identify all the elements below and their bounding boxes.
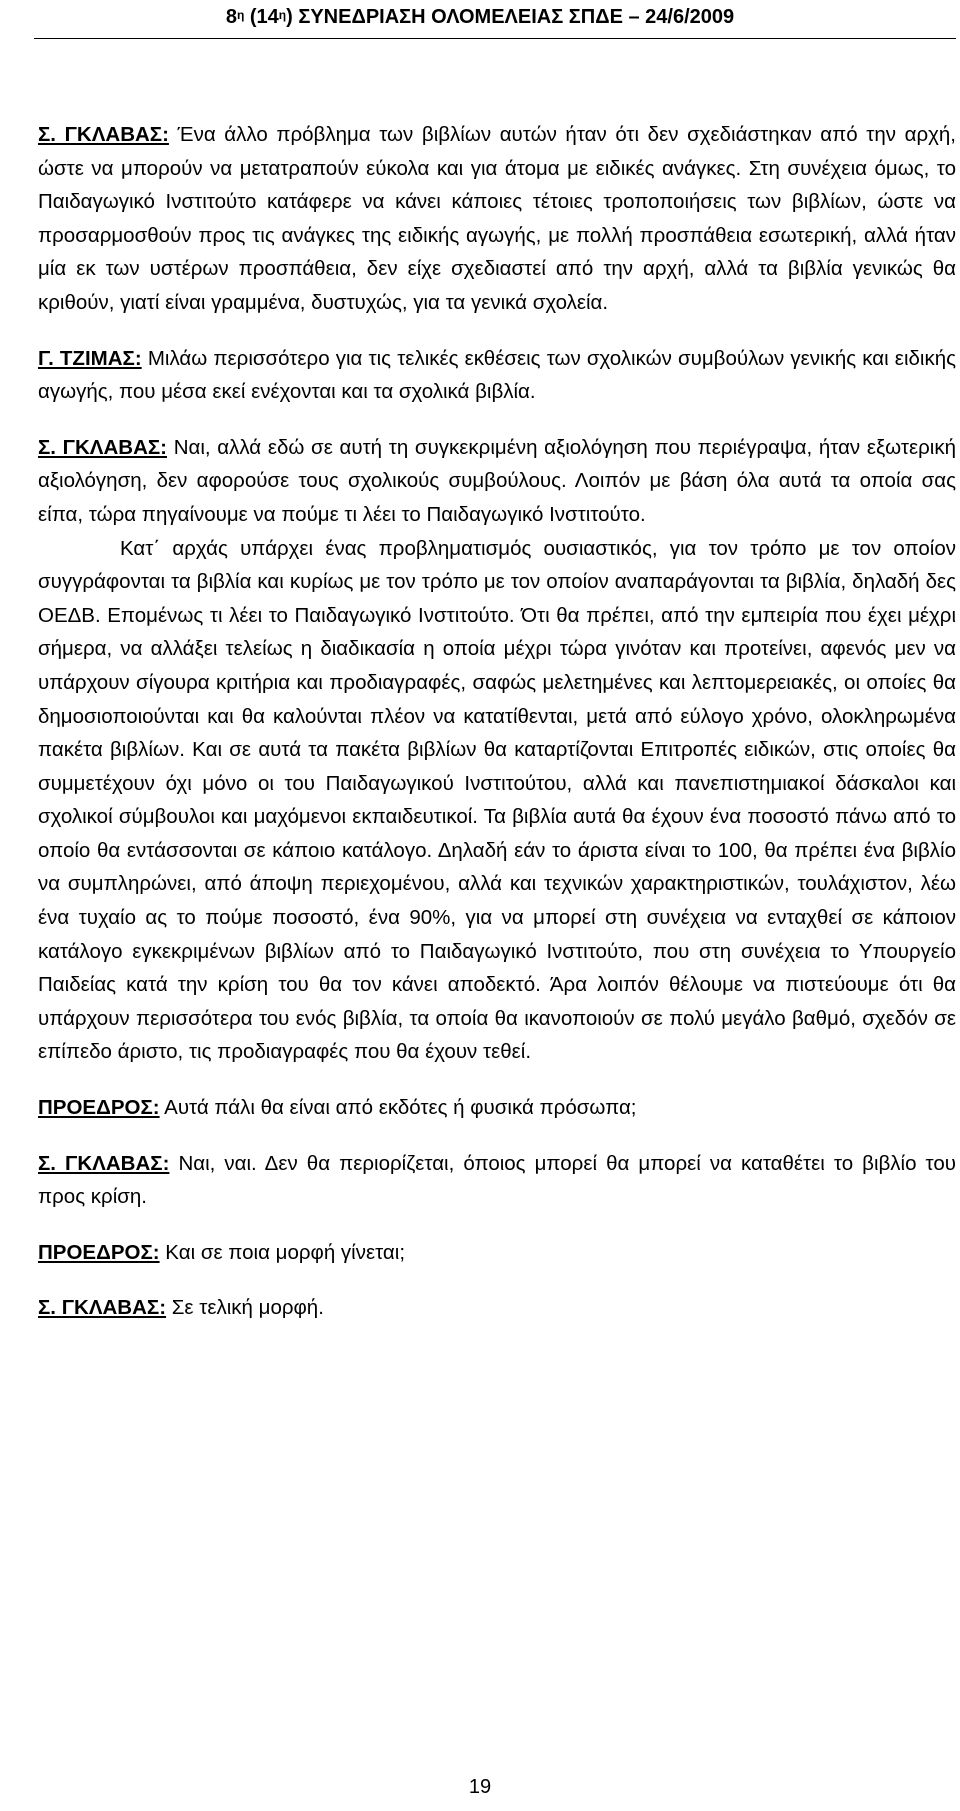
- transcript-body: [38, 118, 956, 1347]
- speaker-name: ΠΡΟΕΔΡΟΣ:: [38, 1240, 160, 1264]
- transcript-paragraph: [38, 1236, 956, 1270]
- speaker-name: Σ. ΓΚΛΑΒΑΣ:: [38, 1296, 167, 1320]
- speech-text: Κατ΄ αρχάς υπάρχει ένας προβληματισμός ουσιαστικός, για τον τρόπο με τον οποίον συγγράφονται τα βιβλία και κυρίως με τον τρόπο με τον οποίον αναπαράγονται τα βιβλία, δηλαδή δες ΟΕΔΒ. Επομένως τι λέει το Παιδαγωγικό Ινστιτούτο. Ότι θα πρέπει, από την εμπειρία που έχει μέχρι σήμερα, να αλλάξει τελείως η διαδικασία η οποία μέχρι τώρα γινόταν και προτείνει, αφενός μεν να υπάρχουν σίγουρα κριτήρια και προδιαγραφές, σαφώς μελετημένες και λεπτομερειακές, οι οποίες θα δημοσιοποιούνται και θα καλούνται πλέον να κατατίθενται, μετά από εύλογο χρόνο, ολοκληρωμένα πακέτα βιβλίων. Και σε αυτά τα πακέτα βιβλίων θα καταρτίζονται Επιτροπές ειδικών, στις οποίες θα συμμετέχουν όχι μόνο οι του Παιδαγωγικού Ινστιτούτου, αλλά και πανεπιστημιακοί δάσκαλοι και σχολικοί σύμβουλοι και μαχόμενοι εκπαιδευτικοί. Τα βιβλία αυτά θα έχουν ένα ποσοστό πάνω από το οποίο θα εντάσσονται σε κάποιο κατάλογο. Δηλαδή εάν το άριστα είναι το 100, θα πρέπει ένα βιβλίο να συμπληρώνει, από άποψη περιεχομένου, αλλά και τεχνικών χαρακτηριστικών, τουλάχιστον, λέω ένα τυχαίο ας το πούμε ποσοστό, ένα 90%, για να μπορεί στη συνέχεια να ενταχθεί σε κάποιον κατάλογο εγκεκριμένων βιβλίων από το Παιδαγωγικό Ινστιτούτο, που στη συνέχεια το Υπουργείο Παιδείας κατά την κρίση του θα τον κάνει αποδεκτό. Άρα λοιπόν θέλουμε να πιστεύουμε ότι θα υπάρχουν περισσότερα του ενός βιβλία, τα οποία θα ικανοποιούν σε πολύ μεγάλο βαθμό, σχεδόν σε επίπεδο άριστο, τις προδιαγραφές που θα έχουν τεθεί.: [38, 536, 956, 1064]
- header-superscript-1: η: [236, 8, 245, 22]
- header-session-number: 8: [225, 6, 237, 28]
- transcript-paragraph: [38, 1147, 956, 1214]
- speaker-name: Σ. ΓΚΛΑΒΑΣ:: [38, 1151, 170, 1175]
- transcript-paragraph: [38, 532, 956, 1070]
- speaker-name: Σ. ΓΚΛΑΒΑΣ:: [38, 435, 168, 459]
- page-header: [0, 4, 960, 30]
- speech-text: Και σε ποια μορφή γίνεται;: [159, 1240, 406, 1264]
- speech-text: Ναι, αλλά εδώ σε αυτή τη συγκεκριμένη αξιολόγηση που περιέγραψα, ήταν εξωτερική αξιολόγηση, δεν αφορούσε τους σχολικούς συμβούλους. Λοιπόν με βάση όλα αυτά τα οποία σας είπα, τώρα πηγαίνουμε να πούμε τι λέει το Παιδαγωγικό Ινστιτούτο.: [38, 435, 956, 526]
- header-session-sub: (14: [244, 6, 279, 28]
- transcript-paragraph: [38, 342, 956, 409]
- speaker-name: Σ. ΓΚΛΑΒΑΣ:: [38, 123, 169, 146]
- transcript-paragraph: [38, 1091, 956, 1125]
- speaker-name: Γ. ΤΖΙΜΑΣ:: [38, 346, 142, 370]
- header-superscript-2: η: [278, 8, 287, 22]
- speech-text: Μιλάω περισσότερο για τις τελικές εκθέσεις των σχολικών συμβούλων γενικής και ειδικής αγωγής, που μέσα εκεί ενέχονται και τα σχολικά βιβλία.: [38, 346, 957, 404]
- speech-text: Αυτά πάλι θα είναι από εκδότες ή φυσικά πρόσωπα;: [159, 1096, 637, 1120]
- header-title: ) ΣΥΝΕΔΡΙΑΣΗ ΟΛΟΜΕΛΕΙΑΣ ΣΠΔΕ – 24/6/2009: [286, 6, 735, 28]
- transcript-paragraph: [38, 118, 956, 320]
- speaker-name: ΠΡΟΕΔΡΟΣ:: [38, 1096, 160, 1120]
- speech-text: Ναι, ναι. Δεν θα περιορίζεται, όποιος μπορεί θα μπορεί να καταθέτει το βιβλίο του προς κρίση.: [38, 1151, 956, 1209]
- page-number: 19: [468, 1776, 492, 1798]
- speech-text: Σε τελική μορφή.: [166, 1296, 324, 1320]
- header-divider: [34, 38, 956, 39]
- transcript-paragraph: [38, 431, 956, 532]
- speech-text: Ένα άλλο πρόβλημα των βιβλίων αυτών ήταν ότι δεν σχεδιάστηκαν από την αρχή, ώστε να μπορούν να μετατραπούν εύκολα και για άτομα με ειδικές ανάγκες. Στη συνέχεια όμως, το Παιδαγωγικό Ινστιτούτο κατάφερε να κάνει κάποιες τέτοιες τροποποιήσεις των βιβλίων, ώστε να προσαρμοσθούν προς τις ανάγκες της ειδικής αγωγής, με πολλή προσπάθεια εσωτερική, αλλά ήταν μία εκ των υστέρων προσπάθεια, δεν είχε σχεδιαστεί από την αρχή, αλλά τα βιβλία γενικώς θα κριθούν, γιατί είναι γραμμένα, δυστυχώς, για τα γενικά σχολεία.: [38, 123, 956, 314]
- transcript-paragraph: [38, 1291, 956, 1325]
